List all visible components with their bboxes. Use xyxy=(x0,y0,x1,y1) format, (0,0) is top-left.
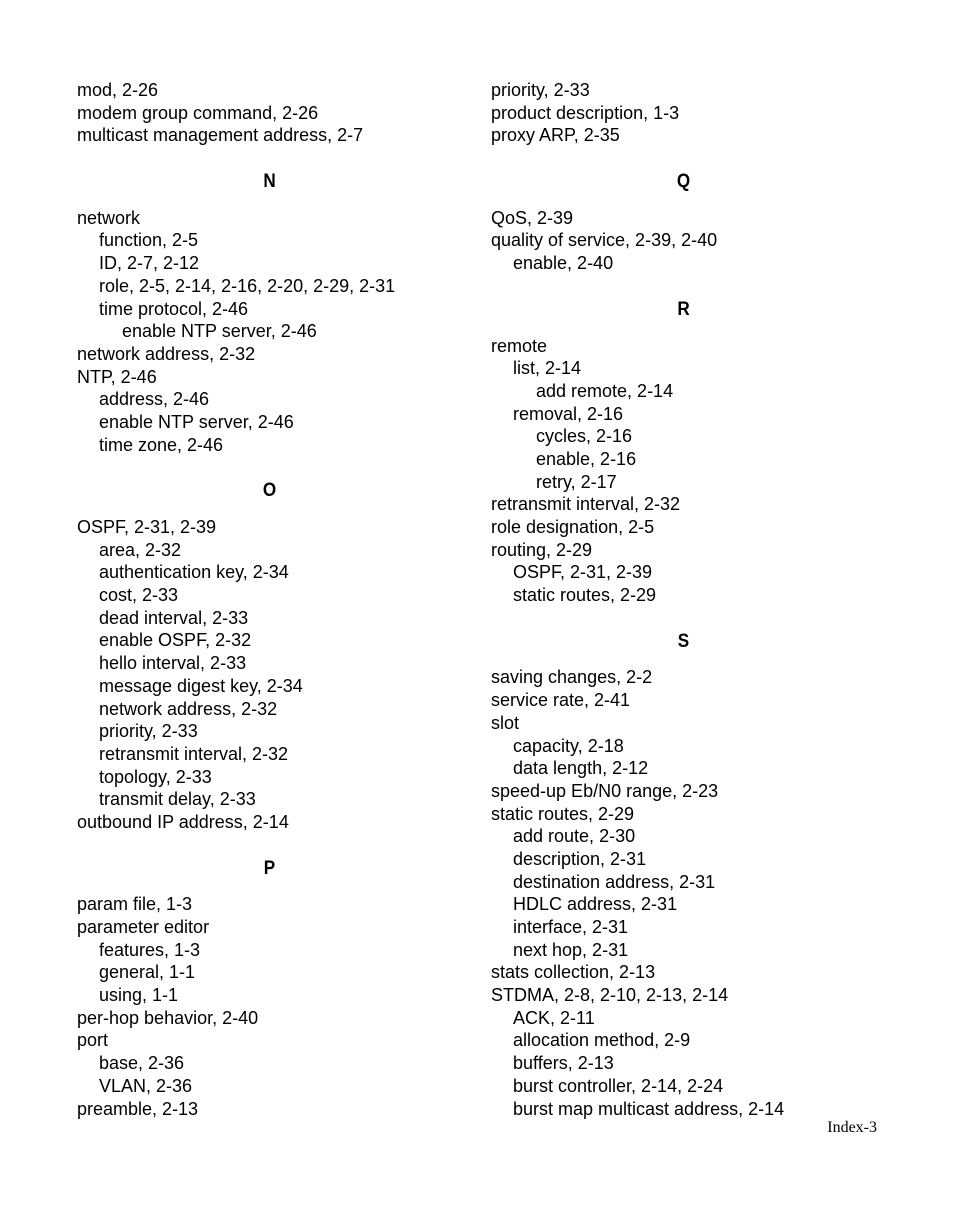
section-spacer xyxy=(491,275,891,299)
index-entry: priority, 2-33 xyxy=(491,80,590,100)
index-entry: ID, 2-7, 2-12 xyxy=(99,253,200,274)
index-entry: product description, 1-3 xyxy=(491,102,680,123)
index-entry: modem group command, 2-26 xyxy=(77,102,319,123)
index-column-left xyxy=(77,79,477,1120)
index-entry: allocation method, 2-9 xyxy=(513,1030,691,1051)
index-entry: network address, 2-32 xyxy=(99,698,278,719)
index-entry: role, 2-5, 2-14, 2-16, 2-20, 2-29, 2-31 xyxy=(99,275,396,296)
index-entry: enable, 2-40 xyxy=(513,253,614,274)
index-entry: routing, 2-29 xyxy=(491,539,593,560)
index-entry: hello interval, 2-33 xyxy=(99,653,247,674)
section-spacer xyxy=(491,322,891,335)
index-entry: OSPF, 2-31, 2-39 xyxy=(77,517,217,537)
index-entry: features, 1-3 xyxy=(99,939,201,960)
index-entry: destination address, 2-31 xyxy=(513,871,716,892)
index-entry: outbound IP address, 2-14 xyxy=(77,811,289,832)
index-entry: stats collection, 2-13 xyxy=(491,962,656,983)
index-entry: retransmit interval, 2-32 xyxy=(99,743,289,764)
index-entry: enable NTP server, 2-46 xyxy=(99,411,294,432)
index-entry: add remote, 2-14 xyxy=(536,380,674,401)
section-spacer xyxy=(77,880,477,893)
index-entry: using, 1-1 xyxy=(99,985,179,1006)
index-column-right xyxy=(491,79,891,1120)
index-entry: buffers, 2-13 xyxy=(513,1053,614,1074)
index-entry: authentication key, 2-34 xyxy=(99,562,289,583)
index-entry: preamble, 2-13 xyxy=(77,1098,199,1119)
index-entry: time zone, 2-46 xyxy=(99,434,224,455)
index-entry: per-hop behavior, 2-40 xyxy=(77,1007,259,1028)
index-entry: retransmit interval, 2-32 xyxy=(491,494,681,515)
section-spacer xyxy=(491,607,891,631)
index-entry: ACK, 2-11 xyxy=(513,1007,595,1028)
index-entry: saving changes, 2-2 xyxy=(491,667,653,688)
section-heading: Q xyxy=(676,171,691,193)
section-heading: S xyxy=(677,630,690,652)
index-entry: remote xyxy=(491,335,548,356)
index-entry: quality of service, 2-39, 2-40 xyxy=(491,230,718,251)
index-entry: data length, 2-12 xyxy=(513,758,649,779)
index-entry: port xyxy=(77,1030,109,1051)
index-entry: STDMA, 2-8, 2-10, 2-13, 2-14 xyxy=(491,985,729,1006)
index-entry: function, 2-5 xyxy=(99,230,199,251)
index-entry: role designation, 2-5 xyxy=(491,517,655,537)
index-entry: list, 2-14 xyxy=(513,358,582,379)
section-heading: P xyxy=(263,857,276,879)
index-entry: capacity, 2-18 xyxy=(513,735,624,756)
section-spacer xyxy=(491,653,891,666)
index-entry: message digest key, 2-34 xyxy=(99,675,303,696)
index-entry: retry, 2-17 xyxy=(536,471,617,492)
index-entry: speed-up Eb/N0 range, 2-23 xyxy=(491,780,719,801)
index-entry: proxy ARP, 2-35 xyxy=(491,125,620,146)
index-entry: description, 2-31 xyxy=(513,848,647,869)
index-entry: enable OSPF, 2-32 xyxy=(99,630,252,651)
index-entry: cycles, 2-16 xyxy=(536,426,633,447)
section-spacer xyxy=(77,147,477,171)
index-entry: network address, 2-32 xyxy=(77,343,256,364)
section-heading: O xyxy=(262,480,277,502)
index-entry: dead interval, 2-33 xyxy=(99,607,249,628)
section-spacer xyxy=(77,503,477,516)
index-entry: topology, 2-33 xyxy=(99,766,212,787)
index-entry: interface, 2-31 xyxy=(513,917,629,937)
index-entry: param file, 1-3 xyxy=(77,894,193,915)
index-entry: general, 1-1 xyxy=(99,962,196,983)
index-entry: parameter editor xyxy=(77,917,210,937)
index-entry: VLAN, 2-36 xyxy=(99,1075,193,1096)
index-entry: priority, 2-33 xyxy=(99,721,198,742)
section-spacer xyxy=(491,194,891,207)
index-entry: address, 2-46 xyxy=(99,389,210,410)
section-spacer xyxy=(77,834,477,858)
index-entry: QoS, 2-39 xyxy=(491,207,574,228)
index-entry: removal, 2-16 xyxy=(513,403,624,424)
index-entry: add route, 2-30 xyxy=(513,826,636,847)
section-heading: N xyxy=(263,171,276,193)
page-number: Index-3 xyxy=(827,1119,877,1136)
index-entry: static routes, 2-29 xyxy=(513,585,657,606)
index-entry: burst controller, 2-14, 2-24 xyxy=(513,1075,724,1096)
index-entry: HDLC address, 2-31 xyxy=(513,894,678,915)
index-entry: OSPF, 2-31, 2-39 xyxy=(513,562,653,583)
index-entry: enable, 2-16 xyxy=(536,448,637,469)
section-heading: R xyxy=(677,298,690,320)
index-entry: base, 2-36 xyxy=(99,1053,185,1074)
index-entry: static routes, 2-29 xyxy=(491,803,635,824)
index-entry: service rate, 2-41 xyxy=(491,690,631,711)
index-entry: transmit delay, 2-33 xyxy=(99,789,256,810)
index-entry: slot xyxy=(491,712,520,733)
index-entry: mod, 2-26 xyxy=(77,80,159,100)
section-spacer xyxy=(77,456,477,480)
section-spacer xyxy=(77,194,477,207)
index-entry: NTP, 2-46 xyxy=(77,366,157,387)
index-entry: cost, 2-33 xyxy=(99,585,179,606)
index-entry: network xyxy=(77,207,141,228)
index-entry: enable NTP server, 2-46 xyxy=(122,321,317,342)
index-entry: burst map multicast address, 2-14 xyxy=(513,1098,785,1119)
index-entry: multicast management address, 2-7 xyxy=(77,125,364,146)
section-spacer xyxy=(491,147,891,171)
index-entry: time protocol, 2-46 xyxy=(99,298,249,319)
index-entry: area, 2-32 xyxy=(99,539,182,560)
index-entry: next hop, 2-31 xyxy=(513,939,629,960)
